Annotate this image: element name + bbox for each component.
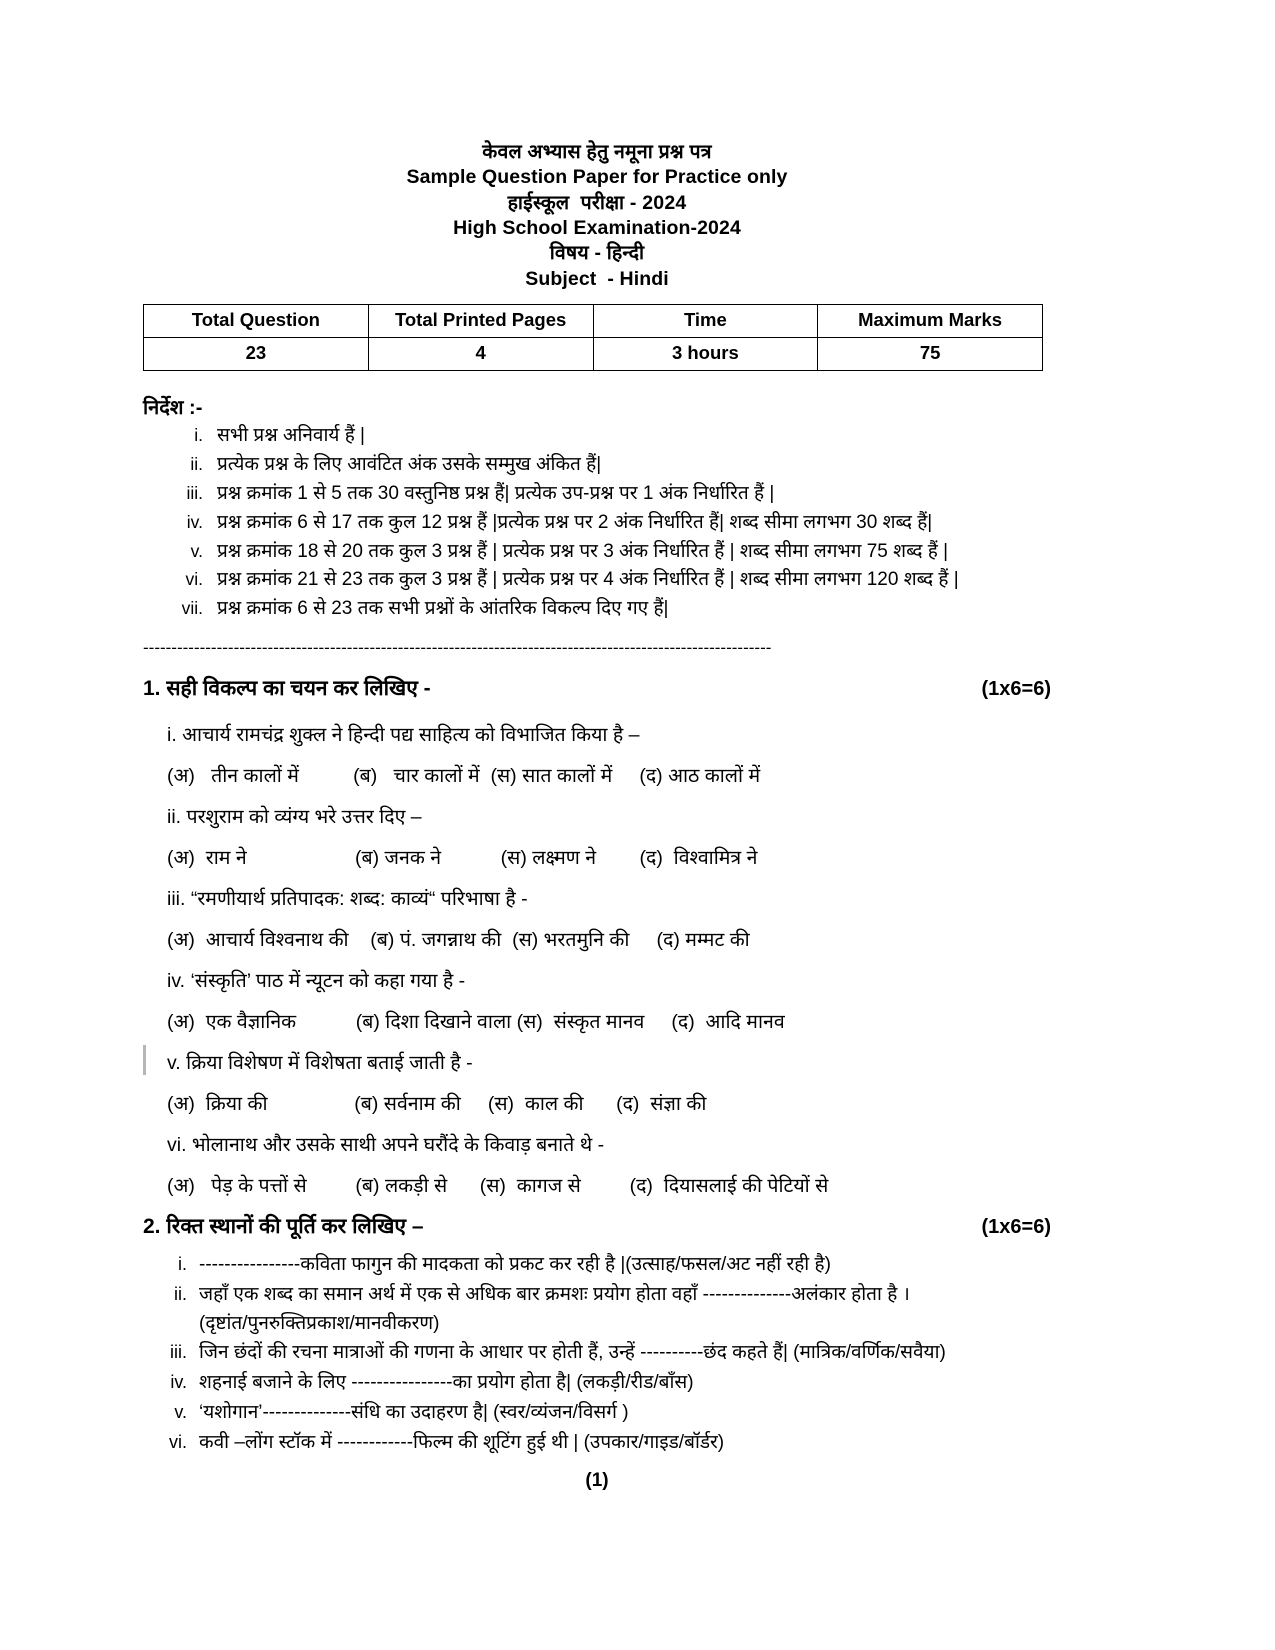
table-value-row	[144, 338, 1043, 371]
blank-text: जहाँ एक शब्द का समान अर्थ में एक से अधिक बार क्रमशः प्रयोग होता वहाँ --------------अलंकार होता है ।	[199, 1284, 910, 1306]
header-line-english-subject: Subject - Hindi	[525, 267, 669, 290]
blank-item	[143, 1398, 1051, 1428]
blank-text: ----------------कविता फागुन की मादकता को प्रकट कर रही है |(उत्साह/फसल/अट नहीं रही है)	[199, 1254, 831, 1276]
q1-sub-stem: v. क्रिया विशेषण में विशेषता बताई जाती है -	[167, 1034, 1051, 1075]
instruction-item	[143, 566, 1051, 595]
question-2-list	[143, 1250, 1051, 1458]
instruction-number: iv.	[186, 511, 203, 532]
instructions-list	[143, 422, 1051, 624]
instruction-item	[143, 509, 1051, 538]
instruction-text: प्रश्न क्रमांक 18 से 20 तक कुल 3 प्रश्न हैं | प्रत्येक प्रश्न पर 3 अंक निर्धारित हैं | शब्द सीमा लगभग 75 शब्द हैं |	[217, 540, 949, 562]
instruction-number: iii.	[186, 482, 203, 503]
value-total-printed-pages: 4	[368, 338, 593, 371]
question-2-title: 2. रिक्त स्थानों की पूर्ति कर लिखिए –	[143, 1215, 424, 1239]
blank-text-continuation: (दृष्टांत/पुनरुक्तिप्रकाश/मानवीकरण)	[199, 1313, 440, 1335]
instruction-item	[143, 451, 1051, 480]
instruction-item	[143, 480, 1051, 509]
header-maximum-marks: Maximum Marks	[818, 305, 1043, 338]
paper-header	[143, 140, 1051, 292]
instruction-number: vii.	[181, 598, 203, 619]
q1-sub-options: (अ) राम ने (ब) जनक ने (स) लक्ष्मण ने (द) विश्वामित्र ने	[167, 847, 758, 870]
instruction-number: vi.	[185, 569, 203, 590]
instruction-item	[143, 595, 1051, 624]
blank-number: iv.	[170, 1371, 187, 1392]
value-time: 3 hours	[593, 338, 818, 371]
blank-number: iii.	[170, 1341, 187, 1362]
question-1-header	[143, 674, 1051, 702]
value-total-question: 23	[144, 338, 369, 371]
blank-item	[143, 1280, 1051, 1310]
instruction-text: प्रश्न क्रमांक 6 से 23 तक सभी प्रश्नों के आंतरिक विकल्प दिए गए हैं|	[217, 598, 669, 620]
instruction-text: प्रश्न क्रमांक 6 से 17 तक कुल 12 प्रश्न हैं |प्रत्येक प्रश्न पर 2 अंक निर्धारित हैं| शब्द सीमा लगभग 30 शब्द हैं|	[217, 511, 933, 533]
blank-number: vi.	[169, 1431, 187, 1452]
instruction-number: ii.	[190, 453, 203, 474]
question-2-marks: (1x6=6)	[981, 1216, 1051, 1239]
q1-sub-options: (अ) एक वैज्ञानिक (ब) दिशा दिखाने वाला (स) संस्कृत मानव (द) आदि मानव	[167, 1011, 785, 1034]
q1-sub-stem: ii. परशुराम को व्यंग्य भरे उत्तर दिए –	[167, 806, 422, 829]
instructions-title: निर्देश :-	[143, 397, 203, 420]
instruction-text: प्रश्न क्रमांक 1 से 5 तक 30 वस्तुनिष्ठ प्रश्न हैं| प्रत्येक उप-प्रश्न पर 1 अंक निर्धारित हैं |	[217, 482, 775, 504]
blank-number: v.	[174, 1401, 187, 1422]
blank-text: कवी –लोंग स्टॉक में ------------फिल्म की शूटिंग हुई थी | (उपकार/गाइड/बॉर्डर)	[199, 1431, 725, 1453]
blank-item	[143, 1250, 1051, 1280]
q1-sub-stem: vi. भोलानाथ और उसके साथी अपने घरौंदे के किवाड़ बनाते थे -	[167, 1134, 605, 1157]
q1-sub-options: (अ) आचार्य विश्वनाथ की (ब) पं. जगन्नाथ की (स) भरतमुनि की (द) मम्मट की	[167, 929, 750, 952]
table-header-row	[144, 305, 1043, 338]
header-line-english-title: Sample Question Paper for Practice only	[406, 166, 788, 189]
q1-sub-stem: iv. ‘संस्कृति’ पाठ में न्यूटन को कहा गया है -	[167, 970, 466, 993]
exam-info-table	[143, 304, 1043, 371]
header-line-english-exam: High School Examination-2024	[453, 217, 741, 240]
blank-number: i.	[178, 1254, 187, 1275]
question-1-marks: (1x6=6)	[981, 678, 1051, 701]
page-content	[143, 140, 1051, 1492]
q1-sub-options: (अ) क्रिया की (ब) सर्वनाम की (स) काल की (द) संज्ञा की	[167, 1093, 707, 1116]
q1-sub-options: (अ) तीन कालों में (ब) चार कालों में (स) सात कालों में (द) आठ कालों में	[167, 765, 761, 788]
blank-item	[143, 1428, 1051, 1458]
header-line-hindi-subject: विषय - हिन्दी	[549, 242, 645, 265]
blank-text: जिन छंदों की रचना मात्राओं की गणना के आधार पर होती हैं, उन्हें ----------छंद कहते हैं| (मात्रिक/वर्णिक/सवैया)	[199, 1341, 946, 1363]
q1-sub-options: (अ) पेड़ के पत्तों से (ब) लकड़ी से (स) कागज से (द) दियासलाई की पेटियों से	[167, 1175, 829, 1198]
q1-sub-stem: iii. “रमणीयार्थ प्रतिपादक: शब्द: काव्यं“ परिभाषा है -	[167, 888, 528, 911]
question-1-title: 1. सही विकल्प का चयन कर लिखिए -	[143, 677, 431, 701]
header-time: Time	[593, 305, 818, 338]
header-total-printed-pages: Total Printed Pages	[368, 305, 593, 338]
header-total-question: Total Question	[144, 305, 369, 338]
header-line-hindi-exam: हाईस्कूल परीक्षा - 2024	[507, 191, 687, 214]
value-maximum-marks: 75	[818, 338, 1043, 371]
instruction-number: i.	[194, 425, 203, 446]
blank-item	[143, 1368, 1051, 1398]
blank-item	[143, 1338, 1051, 1368]
instruction-text: प्रश्न क्रमांक 21 से 23 तक कुल 3 प्रश्न हैं | प्रत्येक प्रश्न पर 4 अंक निर्धारित हैं | शब्द सीमा लगभग 120 शब्द हैं |	[217, 569, 959, 591]
section-divider: ---------------------------------------------------------------------------------------------------------------	[143, 638, 772, 658]
blank-text: शहनाई बजाने के लिए ----------------का प्रयोग होता है| (लकड़ी/रीड/बाँस)	[199, 1371, 694, 1393]
q1-sub-stem: i. आचार्य रामचंद्र शुक्ल ने हिन्दी पद्य साहित्य को विभाजित किया है –	[167, 724, 640, 747]
blank-number: ii.	[174, 1284, 187, 1305]
page-number: (1)	[585, 1469, 609, 1491]
instruction-text: सभी प्रश्न अनिवार्य हैं |	[217, 425, 365, 447]
instruction-text: प्रत्येक प्रश्न के लिए आवंटित अंक उसके सम्मुख अंकित हैं|	[217, 453, 602, 475]
header-line-hindi-title: केवल अभ्यास हेतु नमूना प्रश्न पत्र	[482, 141, 712, 163]
instruction-item	[143, 538, 1051, 567]
blank-text: ‘यशोगान’--------------संधि का उदाहरण है| (स्वर/व्यंजन/विसर्ग )	[199, 1401, 629, 1423]
question-2-header	[143, 1212, 1051, 1240]
instruction-item	[143, 422, 1051, 451]
instruction-number: v.	[190, 540, 203, 561]
